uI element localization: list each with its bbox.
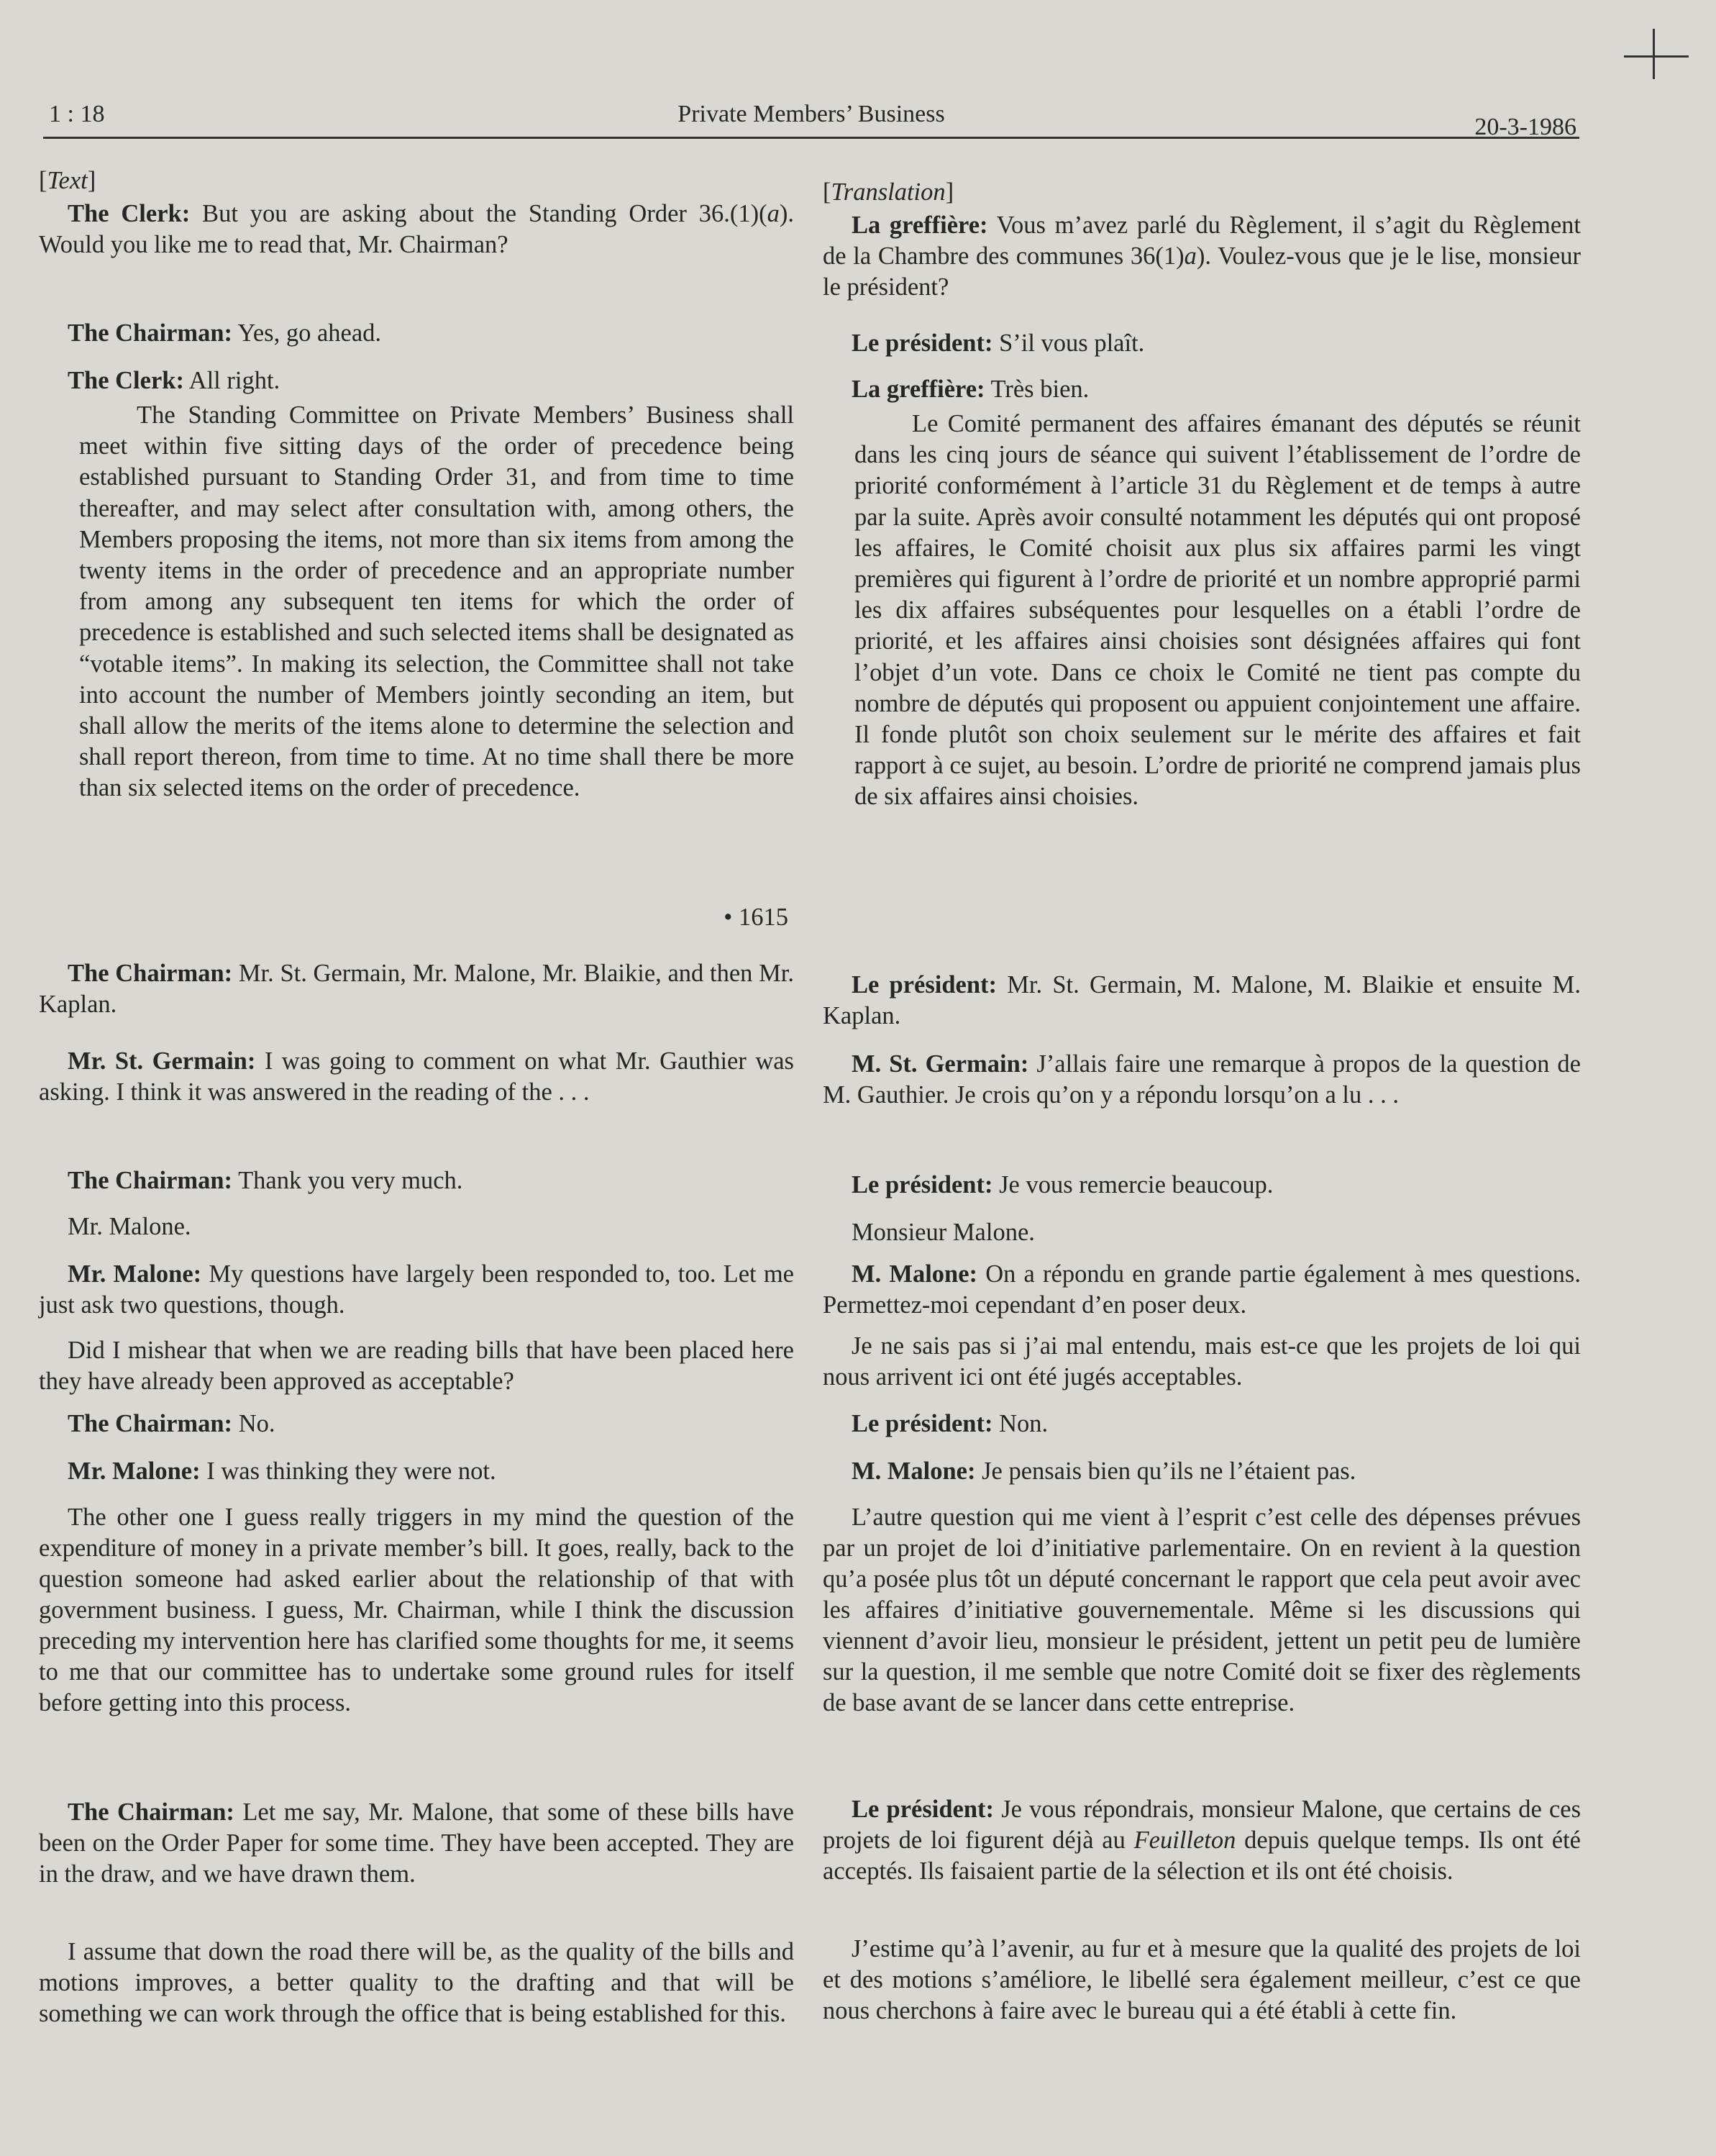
paragraph: The Chairman: No. bbox=[68, 1410, 275, 1437]
paragraph: Mr. Malone. bbox=[68, 1213, 191, 1240]
speaker-name: Mr. Malone: bbox=[68, 1457, 201, 1485]
running-title: Private Members’ Business bbox=[677, 101, 945, 127]
speaker-name: M. Malone: bbox=[852, 1457, 976, 1485]
paragraph: Mr. Malone: My questions have largely been responded to, too. Let me just ask two questions, though. bbox=[39, 1260, 794, 1319]
speaker-name: The Chairman: bbox=[68, 960, 233, 987]
paragraph: Je ne sais pas si j’ai mal entendu, mais est-ce que les projets de loi qui nous arrivent ici ont été jugés acceptables. bbox=[823, 1332, 1581, 1391]
speaker-name: Le président: bbox=[852, 329, 993, 357]
paragraph: Monsieur Malone. bbox=[852, 1219, 1035, 1246]
paragraph: Mr. Malone: I was thinking they were not. bbox=[68, 1457, 496, 1485]
speaker-name: Mr. St. Germain: bbox=[68, 1047, 256, 1075]
paragraph: Did I mishear that when we are reading bills that have been placed here they have already been approved as acceptable? bbox=[39, 1337, 794, 1395]
registration-mark bbox=[1624, 29, 1689, 94]
paragraph: The other one I guess really triggers in my mind the question of the expenditure of money in a private member’s bill. It goes, really, back to the question someone had asked earlier about the relationship of that with government business. I guess, Mr. Chairman, while I think the discussion preceding my intervention here has clarified some thoughts for me, it seems to me that our committee has to undertake some ground rules for itself before getting into this process. bbox=[39, 1504, 794, 1716]
paragraph: I assume that down the road there will be, as the quality of the bills and motions improves, a better quality to the drafting and that will be something we can work through the office that is being established for this. bbox=[39, 1938, 794, 2027]
speaker-name: M. Malone: bbox=[852, 1260, 978, 1288]
standing-order-quote: The Standing Committee on Private Members’ Business shall meet within five sitting days of the order of precedence being established pursuant to Standing Order 31, and from time to time thereafter, and may select after consultation with, among others, the Members proposing the items, not more than six items from among the twenty items in the order of precedence and an appropriate number from among any subsequent ten items for which the order of precedence is established and such selected items shall be designated as “votable items”. In making its selection, the Committee shall not take into account the number of Members jointly seconding an item, but shall allow the merits of the items alone to determine the selection and shall report thereon, from time to time. At no time shall there be more than six selected items on the order of precedence. bbox=[79, 401, 794, 802]
paragraph: J’estime qu’à l’avenir, au fur et à mesure que la qualité des projets de loi et des motions s’améliore, le libellé sera également meilleur, c’est ce que nous cherchons à faire avec le bureau qui a été établi à cette fin. bbox=[823, 1935, 1581, 2024]
speaker-name: Le président: bbox=[852, 1796, 995, 1823]
speaker-name: La greffière: bbox=[852, 211, 988, 239]
section-label-translation: [Translation] bbox=[823, 178, 954, 206]
paragraph: The Chairman: Let me say, Mr. Malone, that some of these bills have been on the Order Paper for some time. They have been accepted. They are in the draw, and we have drawn them. bbox=[39, 1798, 794, 1888]
paragraph: La greffière: Vous m’avez parlé du Règlement, il s’agit du Règlement de la Chambre des communes 36(1)a). Voulez-vous que je le lise, monsieur le président? bbox=[823, 211, 1581, 301]
speaker-name: The Chairman: bbox=[68, 1410, 233, 1437]
page-number: 1 : 18 bbox=[49, 101, 105, 127]
standing-order-quote: Le Comité permanent des affaires émanant des députés se réunit dans les cinq jours de séance qui suivent l’établissement de l’ordre de priorité conformément à l’article 31 du Règlement et de temps à autre par la suite. Après avoir consulté notamment les députés qui ont proposé les affaires, le Comité choisit aux plus six affaires parmi les vingt premières qui figurent à l’ordre de priorité et un nombre approprié parmi les dix affaires subséquentes pour lesquelles on a établi l’ordre de priorité, et les affaires ainsi choisies sont désignées affaires qui font l’objet d’un vote. Dans ce choix le Comité ne tient pas compte du nombre de députés qui proposent ou appuient conjointement une affaire. Il fonde plutôt son choix seulement sur le mérite des affaires et fait rapport à ce sujet, au besoin. L’ordre de priorité ne comprend jamais plus de six affaires ainsi choisies. bbox=[854, 410, 1581, 811]
paragraph: The Chairman: Mr. St. Germain, Mr. Malone, Mr. Blaikie, and then Mr. Kaplan. bbox=[39, 960, 794, 1018]
paragraph: The Clerk: All right. bbox=[68, 367, 280, 394]
speaker-name: The Chairman: bbox=[68, 1167, 233, 1194]
paragraph: Le président: Non. bbox=[852, 1410, 1049, 1437]
paragraph: Mr. St. Germain: I was going to comment on what Mr. Gauthier was asking. I think it was answered in the reading of the . . . bbox=[39, 1047, 794, 1106]
paragraph: Le président: Mr. St. Germain, M. Malone, M. Blaikie et ensuite M. Kaplan. bbox=[823, 971, 1581, 1029]
paragraph: La greffière: Très bien. bbox=[852, 376, 1090, 403]
speaker-name: Le président: bbox=[852, 971, 998, 999]
speaker-name: Mr. Malone: bbox=[68, 1260, 202, 1288]
speaker-name: The Clerk: bbox=[68, 200, 191, 227]
paragraph: The Chairman: Thank you very much. bbox=[68, 1167, 463, 1194]
page-header bbox=[43, 94, 1579, 139]
paragraph: Le président: Je vous répondrais, monsieur Malone, que certains de ces projets de loi figurent déjà au Feuilleton depuis quelque temps. Ils ont été acceptés. Ils faisaient partie de la sélection et ils ont été choisis. bbox=[823, 1796, 1581, 1885]
paragraph: M. St. Germain: J’allais faire une remarque à propos de la question de M. Gauthier. Je crois qu’on y a répondu lorsqu’on a lu . . . bbox=[823, 1050, 1581, 1109]
paragraph: L’autre question qui me vient à l’esprit c’est celle des dépenses prévues par un projet de loi d’initiative parlementaire. On en revient à la question qu’a posée plus tôt un député concernant le rapport que cela peut avoir avec les affaires d’initiative gouvernementale. Même si les discussions qui viennent d’avoir lieu, monsieur le président, jettent un petit peu de lumière sur la question, il me semble que notre Comité doit se fixer des règlements de base avant de se lancer dans cette entreprise. bbox=[823, 1504, 1581, 1716]
time-marker: • 1615 bbox=[724, 904, 788, 931]
speaker-name: Le président: bbox=[852, 1410, 993, 1437]
speaker-name: La greffière: bbox=[852, 376, 985, 403]
paragraph: M. Malone: On a répondu en grande partie également à mes questions. Permettez-moi cependant d’en poser deux. bbox=[823, 1260, 1581, 1319]
speaker-name: The Chairman: bbox=[68, 1798, 234, 1826]
speaker-name: Le président: bbox=[852, 1171, 993, 1198]
section-label-text: [Text] bbox=[39, 167, 96, 194]
paragraph: The Chairman: Yes, go ahead. bbox=[68, 319, 382, 347]
paragraph: Le président: Je vous remercie beaucoup. bbox=[852, 1171, 1274, 1198]
speaker-name: The Chairman: bbox=[68, 319, 233, 347]
speaker-name: The Clerk: bbox=[68, 367, 184, 394]
page-date: 20-3-1986 bbox=[1474, 114, 1576, 140]
paragraph: Le président: S’il vous plaît. bbox=[852, 329, 1145, 357]
speaker-name: M. St. Germain: bbox=[852, 1050, 1029, 1078]
paragraph: M. Malone: Je pensais bien qu’ils ne l’étaient pas. bbox=[852, 1457, 1356, 1485]
paragraph: The Clerk: But you are asking about the Standing Order 36.(1)(a). Would you like me to read that, Mr. Chairman? bbox=[39, 200, 794, 258]
